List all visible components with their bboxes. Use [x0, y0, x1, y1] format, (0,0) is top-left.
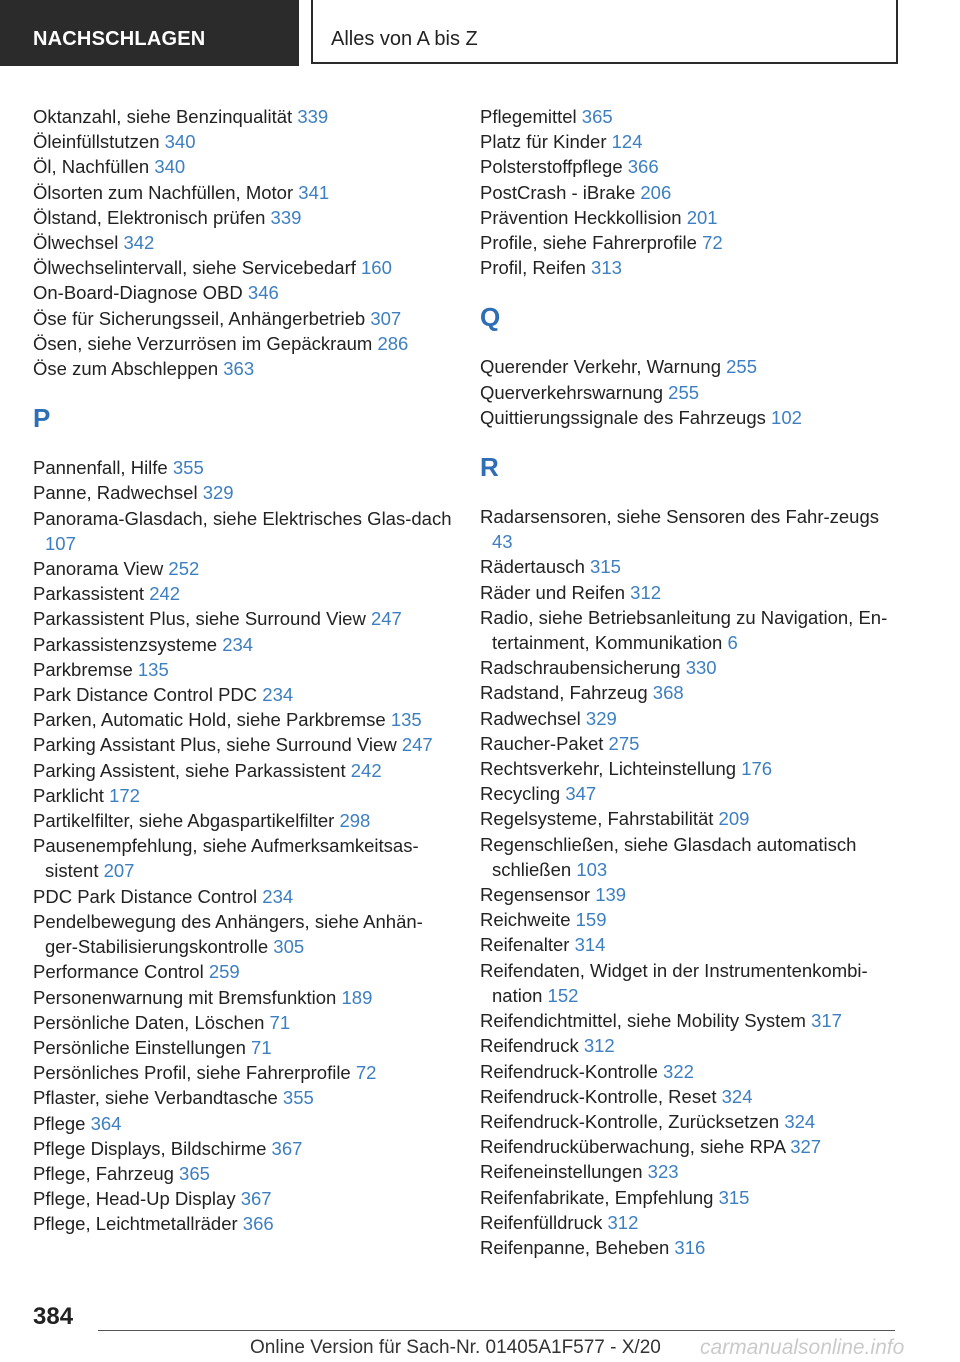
index-entry-page-link[interactable]: 172: [109, 784, 140, 806]
index-entry-term: Ölwechsel: [33, 232, 119, 254]
index-entry-page-link[interactable]: 330: [685, 657, 717, 679]
index-entry: [480, 958, 900, 1008]
index-entry: [33, 959, 453, 984]
index-entry-page-link[interactable]: 366: [627, 156, 659, 178]
index-entry-page-link[interactable]: 207: [103, 860, 135, 882]
index-entry-page-link[interactable]: 315: [718, 1186, 750, 1208]
index-entry-term: Persönliche Daten, Löschen: [33, 1011, 265, 1033]
index-entry-page-link[interactable]: 313: [591, 257, 622, 279]
index-entry: [480, 1059, 900, 1084]
index-entry-term: Quittierungssignale des Fahrzeugs: [480, 406, 766, 428]
index-entry: [480, 1134, 900, 1159]
index-entry: [33, 331, 453, 356]
index-entry-page-link[interactable]: 135: [390, 709, 422, 731]
index-entry: [480, 1109, 900, 1134]
index-entry-page-link[interactable]: 312: [607, 1211, 639, 1233]
index-entry-page-link[interactable]: 324: [721, 1085, 753, 1107]
index-entry-page-link[interactable]: 340: [164, 131, 196, 153]
index-entry: [480, 907, 900, 932]
index-entry-term: Persönliches Profil, siehe Fahrerprofile: [33, 1062, 351, 1084]
index-entry: [480, 832, 900, 882]
section-label: NACHSCHLAGEN: [33, 28, 206, 50]
index-entry: [33, 1035, 453, 1060]
index-entry: [33, 480, 453, 505]
index-entry-term: Pflege Displays, Bildschirme: [33, 1137, 267, 1159]
index-entry: [33, 180, 453, 205]
index-entry-term: Radschraubensicherung: [480, 657, 681, 679]
index-entry-term: On-Board-Diagnose OBD: [33, 282, 243, 304]
index-entry-page-link[interactable]: 347: [565, 783, 597, 805]
index-entry-page-link[interactable]: 312: [583, 1035, 615, 1057]
index-entry: [33, 1211, 453, 1236]
section-tab: [0, 0, 299, 66]
page-number: 384: [33, 1303, 74, 1330]
index-entry: [480, 205, 900, 230]
index-entry: [480, 882, 900, 907]
index-entry-page-link[interactable]: 339: [270, 206, 302, 228]
index-entry: [480, 1008, 900, 1033]
index-entry-page-link[interactable]: 367: [271, 1137, 303, 1159]
index-entry-term: Reifendruck-Kontrolle: [480, 1060, 658, 1082]
index-entry: [480, 354, 900, 379]
index-entry: [480, 230, 900, 255]
index-entry-page-link[interactable]: 327: [790, 1136, 822, 1158]
index-entry: [480, 756, 900, 781]
index-entry-page-link[interactable]: 252: [168, 558, 200, 580]
index-entry-term: Pausenempfehlung, siehe Aufmerksamkeitsas-sistent: [33, 835, 419, 882]
index-entry-term: Reifenfülldruck: [480, 1211, 603, 1233]
index-entry: [480, 731, 900, 756]
index-entry-page-link[interactable]: 255: [726, 356, 757, 378]
index-entry-page-link[interactable]: 189: [341, 986, 373, 1008]
footer-divider: [98, 1330, 895, 1331]
index-entry-term: Panorama View: [33, 558, 164, 580]
index-entry-term: Partikelfilter, siehe Abgaspartikelfilter: [33, 810, 335, 832]
index-entry-term: Pflaster, siehe Verbandtasche: [33, 1087, 278, 1109]
index-entry-page-link[interactable]: 139: [595, 884, 627, 906]
index-entry: [480, 405, 900, 430]
index-letter-heading: P: [33, 403, 51, 434]
index-entry-page-link[interactable]: 234: [262, 684, 294, 706]
index-entry-term: Reifendruck-Kontrolle, Zurücksetzen: [480, 1110, 780, 1132]
index-entry-page-link[interactable]: 298: [339, 810, 371, 832]
index-entry-term: Pendelbewegung des Anhängers, siehe Anhän-ger-Stabilisierungskontrolle: [33, 910, 423, 958]
footer-version-text: Online Version für Sach-Nr. 01405A1F577 - X/20: [250, 1337, 661, 1358]
index-entry: [33, 1010, 453, 1035]
index-entry-term: Radstand, Fahrzeug: [480, 682, 648, 704]
index-entry-page-link[interactable]: 363: [223, 358, 255, 380]
index-entry-term: Parkassistenzsysteme: [33, 633, 218, 655]
index-entry-page-link[interactable]: 346: [247, 282, 279, 304]
index-entry: [33, 1186, 453, 1211]
index-entry-term: Profil, Reifen: [480, 257, 586, 279]
index-entry-term: Regelsysteme, Fahrstabilität: [480, 808, 714, 830]
index-entry-page-link[interactable]: 342: [123, 232, 155, 254]
index-entry-page-link[interactable]: 43: [492, 531, 513, 553]
index-column-left: [33, 104, 453, 1237]
index-entry: [480, 1159, 900, 1184]
index-entry: [33, 732, 453, 757]
index-entry-page-link[interactable]: 255: [668, 381, 700, 403]
index-entry-term: Radarsensoren, siehe Sensoren des Fahr-zeugs: [480, 506, 880, 528]
index-entry: [33, 230, 453, 255]
index-entry: [33, 280, 453, 305]
index-entry-term: Parkassistent: [33, 583, 145, 605]
index-entry-term: Profile, siehe Fahrerprofile: [480, 232, 697, 254]
index-entry: [33, 1060, 453, 1085]
page-title: Alles von A bis Z: [331, 28, 478, 50]
index-entry-page-link[interactable]: 340: [154, 156, 186, 178]
index-entry-term: Regensensor: [480, 884, 591, 906]
index-entry-page-link[interactable]: 341: [298, 181, 330, 203]
index-entry: [480, 504, 900, 554]
page-header: [0, 0, 960, 66]
index-entry-term: Pflege, Fahrzeug: [33, 1162, 174, 1184]
index-entry-term: Pflege, Head-Up Display: [33, 1188, 236, 1210]
index-entry-term: Öl, Nachfüllen: [33, 156, 150, 178]
index-entry-page-link[interactable]: 71: [269, 1011, 291, 1033]
index-entry-page-link[interactable]: 206: [640, 181, 672, 203]
index-entry-term: Rädertausch: [480, 556, 585, 578]
index-entry: [480, 655, 900, 680]
index-entry-term: Reifenalter: [480, 934, 570, 956]
index-entry-term: Reifendaten, Widget in der Instrumentenkombi-nation: [480, 959, 868, 1006]
index-entry: [33, 682, 453, 707]
index-entry: [33, 1136, 453, 1161]
index-entry-term: Öse zum Abschleppen: [33, 358, 219, 380]
index-entry-term: Parking Assistant Plus, siehe Surround View: [33, 734, 397, 756]
index-entry-page-link[interactable]: 72: [355, 1062, 377, 1084]
index-entry: [33, 154, 453, 179]
index-entry-term: PostCrash - iBrake: [480, 181, 636, 203]
index-entry-term: Oktanzahl, siehe Benzinqualität: [33, 106, 293, 127]
index-entry-term: Recycling: [480, 783, 561, 805]
index-entry-page-link[interactable]: 259: [208, 961, 240, 983]
index-entry-term: Parken, Automatic Hold, siehe Parkbremse: [33, 709, 386, 731]
index-entry-page-link[interactable]: 312: [630, 581, 662, 603]
index-entry-term: Öse für Sicherungsseil, Anhängerbetrieb: [33, 307, 366, 329]
index-entry: [480, 154, 900, 179]
index-entry-term: Parkassistent Plus, siehe Surround View: [33, 608, 366, 630]
index-entry-page-link[interactable]: 355: [172, 457, 204, 479]
index-entry-term: Performance Control: [33, 961, 204, 983]
index-entry-page-link[interactable]: 324: [784, 1110, 816, 1132]
index-entry-page-link[interactable]: 234: [222, 633, 254, 655]
index-entry-page-link[interactable]: 102: [771, 406, 802, 428]
index-entry: [480, 806, 900, 831]
index-entry-term: Pflege, Leichtmetallräder: [33, 1213, 238, 1235]
index-entry-page-link[interactable]: 305: [273, 936, 305, 958]
index-entry-page-link[interactable]: 316: [674, 1236, 706, 1258]
index-entry-page-link[interactable]: 107: [45, 532, 76, 554]
index-entry-term: Parking Assistent, siehe Parkassistent: [33, 759, 346, 781]
index-entry-term: Öleinfüllstutzen: [33, 131, 160, 153]
index-entry-term: Pannenfall, Hilfe: [33, 457, 168, 479]
index-entry: [33, 657, 453, 682]
index-entry-page-link[interactable]: 176: [741, 758, 773, 780]
index-entry: [33, 205, 453, 230]
index-entry-page-link[interactable]: 103: [576, 858, 608, 880]
index-entry-term: Reifenfabrikate, Empfehlung: [480, 1186, 714, 1208]
index-entry: [33, 306, 453, 331]
index-entry-term: Querender Verkehr, Warnung: [480, 356, 721, 378]
index-entry-term: Querverkehrswarnung: [480, 381, 664, 403]
index-entry: [33, 758, 453, 783]
index-entry-page-link[interactable]: 307: [370, 307, 402, 329]
index-entry-page-link[interactable]: 242: [149, 583, 181, 605]
index-entry-term: Reifenpanne, Beheben: [480, 1236, 670, 1258]
index-entry-page-link[interactable]: 286: [377, 332, 409, 354]
index-entry-term: Personenwarnung mit Bremsfunktion: [33, 986, 337, 1008]
index-entry-term: Reichweite: [480, 909, 571, 931]
index-entry: [480, 180, 900, 205]
index-entry: [480, 129, 900, 154]
index-entry-term: Persönliche Einstellungen: [33, 1036, 246, 1058]
index-entry: [480, 605, 900, 655]
index-entry: [480, 255, 900, 280]
index-entry-term: Panorama-Glasdach, siehe Elektrisches Glas-dach: [33, 507, 452, 529]
index-entry-term: Ösen, siehe Verzurrösen im Gepäckraum: [33, 332, 373, 354]
index-entry-page-link[interactable]: 124: [611, 131, 643, 153]
index-entry: [480, 680, 900, 705]
index-entry-term: Ölstand, Elektronisch prüfen: [33, 206, 266, 228]
index-entry-page-link[interactable]: 317: [811, 1010, 842, 1032]
index-entry-page-link[interactable]: 247: [370, 608, 402, 630]
index-column-right: [480, 104, 900, 1260]
index-entry: [33, 356, 453, 381]
index-entry: [480, 932, 900, 957]
index-entry-term: Reifendrucküberwachung, siehe RPA: [480, 1136, 786, 1158]
index-entry-term: Rechtsverkehr, Lichteinstellung: [480, 758, 737, 780]
index-entry: [480, 554, 900, 579]
index-entry-page-link[interactable]: 322: [663, 1060, 694, 1082]
index-entry-page-link[interactable]: 135: [137, 658, 169, 680]
index-entry: [33, 455, 453, 480]
index-entry: [33, 129, 453, 154]
index-entry: [480, 380, 900, 405]
index-entry: [33, 707, 453, 732]
index-entry-page-link[interactable]: 71: [251, 1036, 272, 1058]
index-entry: [33, 884, 453, 909]
index-entry-page-link[interactable]: 275: [608, 732, 640, 754]
index-entry-term: Pflege: [33, 1112, 86, 1134]
index-entry-term: Pflegemittel: [480, 106, 577, 127]
index-entry-term: Radwechsel: [480, 707, 581, 729]
index-entry: [33, 506, 453, 556]
index-entry-page-link[interactable]: 315: [590, 556, 621, 578]
index-entry-term: Reifendruck-Kontrolle, Reset: [480, 1085, 717, 1107]
index-entry: [33, 255, 453, 280]
index-entry-term: Ölsorten zum Nachfüllen, Motor: [33, 181, 294, 203]
index-entry-page-link[interactable]: 234: [262, 885, 294, 907]
index-entry-page-link[interactable]: 368: [652, 682, 684, 704]
index-entry-page-link[interactable]: 209: [718, 808, 750, 830]
title-tab: [311, 0, 898, 64]
index-entry-page-link[interactable]: 329: [202, 482, 234, 504]
index-entry-page-link[interactable]: 152: [547, 984, 579, 1006]
index-entry-term: Ölwechselintervall, siehe Servicebedarf: [33, 257, 356, 279]
index-entry: [33, 581, 453, 606]
index-entry-term: Platz für Kinder: [480, 131, 607, 153]
index-entry-page-link[interactable]: 329: [585, 707, 617, 729]
index-entry-term: Park Distance Control PDC: [33, 684, 258, 706]
index-entry-term: Radio, siehe Betriebsanleitung zu Navigation, En-tertainment, Kommunikation: [480, 606, 888, 654]
index-entry-term: Reifendichtmittel, siehe Mobility System: [480, 1010, 806, 1032]
index-entry: [33, 783, 453, 808]
index-entry-term: Parkbremse: [33, 658, 133, 680]
watermark: carmanualsonline.info: [700, 1336, 905, 1359]
index-entry-page-link[interactable]: 201: [686, 206, 718, 228]
index-entry: [33, 104, 453, 129]
index-entry-page-link[interactable]: 6: [727, 632, 738, 654]
index-entry-term: Parklicht: [33, 784, 104, 806]
index-entry: [480, 781, 900, 806]
index-entry-page-link[interactable]: 242: [350, 759, 382, 781]
index-entry-term: Räder und Reifen: [480, 581, 626, 603]
index-entry-term: Polsterstoffpflege: [480, 156, 623, 178]
index-entry-page-link[interactable]: 365: [581, 106, 613, 127]
index-entry-page-link[interactable]: 355: [282, 1087, 314, 1109]
index-entry-page-link[interactable]: 323: [647, 1161, 679, 1183]
index-entry: [480, 1235, 900, 1260]
index-letter-heading: R: [480, 452, 499, 483]
index-entry: [33, 808, 453, 833]
index-entry-page-link[interactable]: 365: [179, 1162, 210, 1184]
index-entry: [480, 104, 900, 129]
index-entry-page-link[interactable]: 367: [240, 1188, 272, 1210]
index-entry-page-link[interactable]: 364: [90, 1112, 122, 1134]
index-entry-page-link[interactable]: 72: [702, 232, 723, 254]
index-entry-term: Raucher-Paket: [480, 732, 604, 754]
index-entry-term: Regenschließen, siehe Glasdach automatisch schließen: [480, 833, 857, 880]
index-entry-page-link[interactable]: 247: [401, 734, 433, 756]
index-entry: [33, 556, 453, 581]
index-entry: [33, 1161, 453, 1186]
index-entry: [480, 1084, 900, 1109]
index-entry-page-link[interactable]: 366: [242, 1213, 274, 1235]
index-entry-term: Reifeneinstellungen: [480, 1161, 643, 1183]
index-entry: [33, 1111, 453, 1136]
index-entry: [480, 1210, 900, 1235]
index-entry-term: Panne, Radwechsel: [33, 482, 198, 504]
index-entry: [33, 985, 453, 1010]
index-entry-term: Prävention Heckkollision: [480, 206, 682, 228]
index-entry-term: Reifendruck: [480, 1035, 579, 1057]
index-entry: [33, 606, 453, 631]
index-entry-term: PDC Park Distance Control: [33, 885, 258, 907]
index-entry-page-link[interactable]: 339: [297, 106, 329, 127]
index-entry-page-link[interactable]: 160: [361, 257, 392, 279]
index-letter-heading: Q: [480, 302, 501, 333]
index-entry: [480, 1033, 900, 1058]
index-entry-page-link[interactable]: 159: [575, 909, 607, 931]
index-entry: [33, 632, 453, 657]
index-entry: [480, 580, 900, 605]
index-entry: [33, 1085, 453, 1110]
index-entry: [33, 909, 453, 959]
index-entry: [33, 833, 453, 883]
index-entry: [480, 1185, 900, 1210]
index-entry-page-link[interactable]: 314: [574, 934, 606, 956]
index-entry: [480, 706, 900, 731]
